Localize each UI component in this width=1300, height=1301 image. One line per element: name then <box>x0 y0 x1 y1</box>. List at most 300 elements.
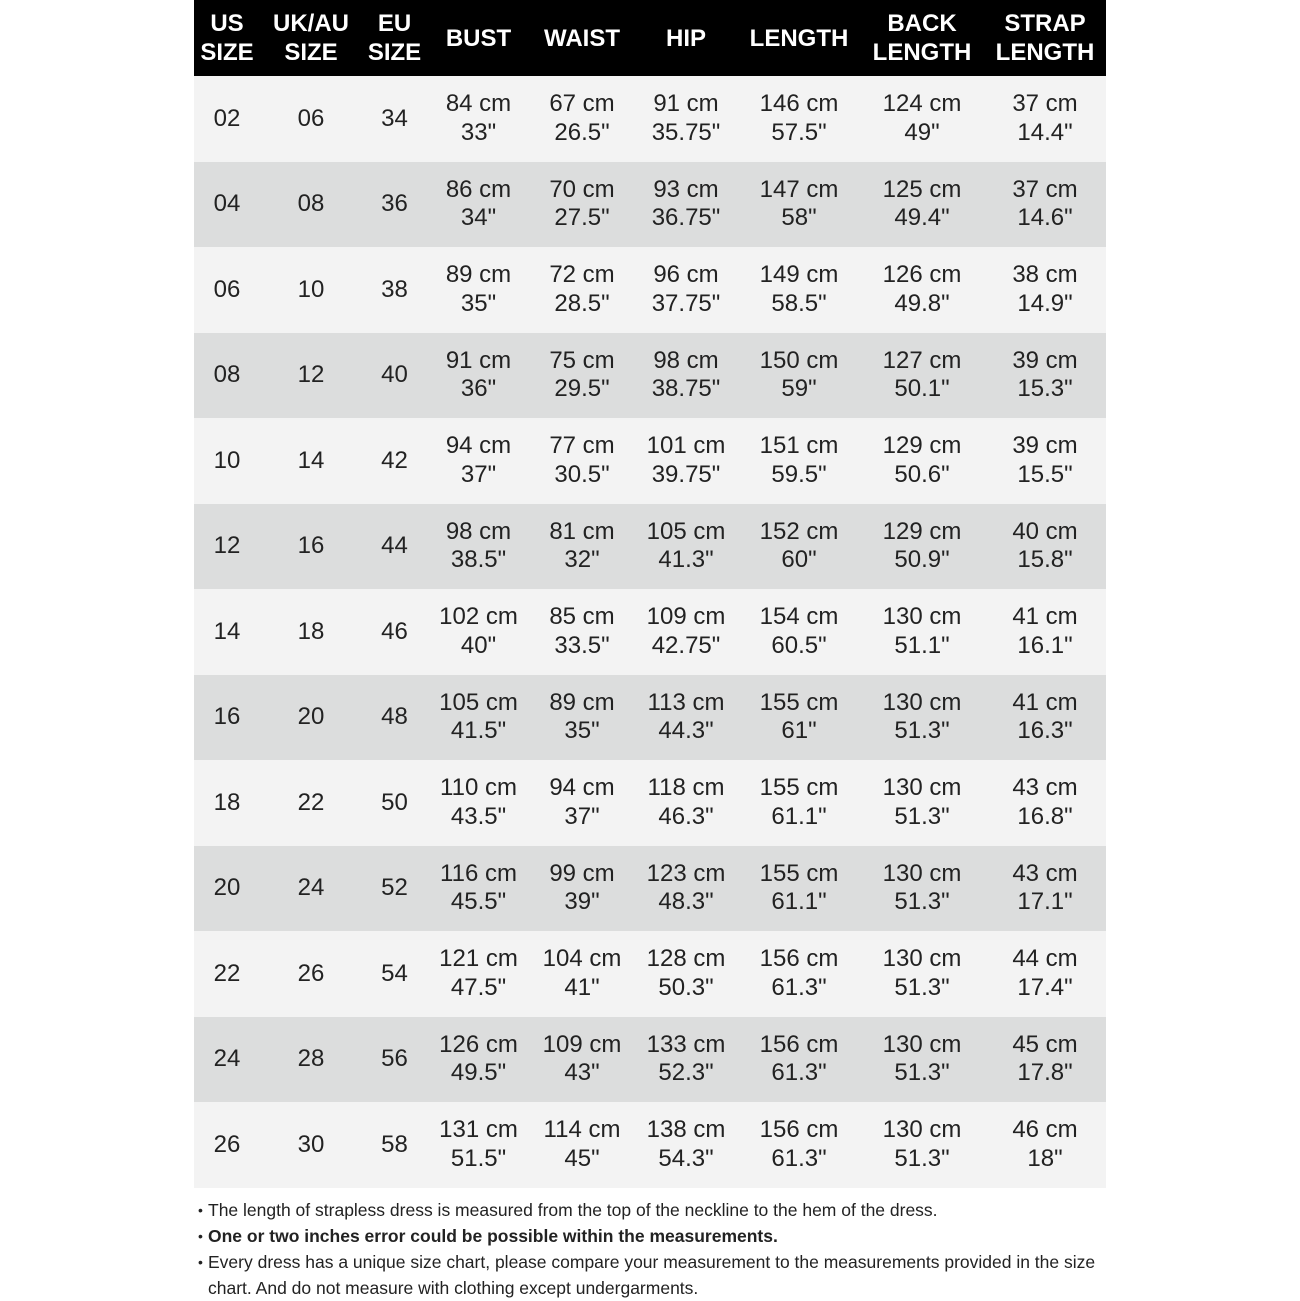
cell-bust <box>427 1102 530 1188</box>
note-text: One or two inches error could be possible within the measurements. <box>208 1226 778 1246</box>
value-cm: 152 cm <box>759 517 839 545</box>
value-cm: 43 cm <box>1012 859 1078 887</box>
value-cm: 130 cm <box>882 859 962 887</box>
value-inch: 44.3" <box>658 717 714 745</box>
header-bust: BUST <box>445 24 512 52</box>
value-inch: 39.75" <box>651 460 721 488</box>
value-inch: 45.5" <box>450 888 507 916</box>
value-inch: 37" <box>460 460 497 488</box>
cell-hip <box>634 589 738 675</box>
cell-hip <box>634 418 738 504</box>
cell-length <box>738 76 860 162</box>
value-inch: 35" <box>460 289 497 317</box>
bullet-icon: • <box>198 1228 203 1244</box>
cell-uk-au-size: 28 <box>297 1045 325 1072</box>
cell-waist <box>530 931 634 1017</box>
value-cm: 45 cm <box>1012 1030 1078 1058</box>
value-inch: 17.8" <box>1017 1059 1073 1087</box>
table-row <box>194 333 1106 419</box>
value-inch: 32" <box>564 546 600 574</box>
value-inch: 61.1" <box>771 802 827 830</box>
value-inch: 15.5" <box>1017 460 1073 488</box>
value-cm: 98 cm <box>653 346 719 374</box>
value-inch: 61.3" <box>771 973 827 1001</box>
cell-bust <box>427 589 530 675</box>
cell-eu-size: 40 <box>381 361 408 388</box>
value-cm: 105 cm <box>646 517 726 545</box>
cell-bust <box>427 846 530 932</box>
value-inch: 52.3" <box>658 1059 714 1087</box>
cell-strap-length <box>984 760 1106 846</box>
cell-eu-size: 54 <box>381 959 408 987</box>
cell-length <box>738 1102 860 1188</box>
header-back-length: BACK LENGTH <box>872 10 972 66</box>
value-cm: 41 cm <box>1012 603 1078 631</box>
value-cm: 94 cm <box>445 432 512 460</box>
value-inch: 49.8" <box>894 289 950 317</box>
cell-strap-length <box>984 333 1106 419</box>
cell-back-length <box>860 846 984 932</box>
value-inch: 37.75" <box>651 289 721 317</box>
header-us-size: US SIZE <box>200 10 254 66</box>
cell-length <box>738 162 860 248</box>
cell-uk-au-size: 16 <box>297 532 325 559</box>
note-item <box>198 1197 1098 1223</box>
cell-back-length <box>860 675 984 761</box>
table-row <box>194 247 1106 333</box>
value-inch: 17.1" <box>1017 888 1073 916</box>
cell-bust <box>427 931 530 1017</box>
value-cm: 41 cm <box>1012 688 1078 716</box>
value-inch: 49.4" <box>894 204 950 232</box>
table-row <box>194 162 1106 248</box>
cell-hip <box>634 675 738 761</box>
value-inch: 15.8" <box>1017 546 1073 574</box>
cell-waist <box>530 760 634 846</box>
value-inch: 27.5" <box>554 204 610 232</box>
cell-back-length <box>860 1017 984 1103</box>
cell-hip <box>634 846 738 932</box>
value-inch: 60" <box>781 546 817 574</box>
table-row <box>194 504 1106 590</box>
value-cm: 85 cm <box>549 603 615 631</box>
value-cm: 91 cm <box>445 346 512 374</box>
cell-strap-length <box>984 846 1106 932</box>
cell-strap-length <box>984 675 1106 761</box>
table-row <box>194 1017 1106 1103</box>
value-inch: 58" <box>781 204 817 232</box>
cell-bust <box>427 504 530 590</box>
value-cm: 84 cm <box>445 90 512 118</box>
value-cm: 38 cm <box>1012 261 1078 289</box>
value-inch: 35" <box>564 717 600 745</box>
cell-hip <box>634 162 738 248</box>
value-cm: 156 cm <box>759 1116 839 1144</box>
value-inch: 34" <box>460 204 497 232</box>
value-inch: 54.3" <box>658 1144 714 1172</box>
value-cm: 150 cm <box>759 346 839 374</box>
value-inch: 51.3" <box>894 1144 950 1172</box>
value-cm: 130 cm <box>882 603 962 631</box>
value-inch: 41.3" <box>658 546 714 574</box>
cell-waist <box>530 162 634 248</box>
cell-back-length <box>860 504 984 590</box>
value-cm: 89 cm <box>445 261 512 289</box>
cell-back-length <box>860 333 984 419</box>
value-cm: 129 cm <box>882 517 962 545</box>
cell-uk-au-size: 30 <box>297 1130 325 1158</box>
bullet-icon: • <box>198 1202 203 1218</box>
cell-strap-length <box>984 931 1106 1017</box>
value-cm: 93 cm <box>653 175 719 203</box>
cell-strap-length <box>984 504 1106 590</box>
value-inch: 46.3" <box>658 802 714 830</box>
cell-waist <box>530 846 634 932</box>
cell-uk-au-size: 24 <box>297 874 325 901</box>
value-inch: 26.5" <box>554 118 610 146</box>
value-inch: 61.1" <box>771 888 827 916</box>
value-cm: 116 cm <box>440 859 517 887</box>
cell-waist <box>530 1102 634 1188</box>
cell-back-length <box>860 589 984 675</box>
value-inch: 50.3" <box>658 973 714 1001</box>
table-row <box>194 846 1106 932</box>
value-cm: 126 cm <box>439 1030 518 1058</box>
note-text: Every dress has a unique size chart, please compare your measurement to the measurements provided in the size chart. And do not measure with clothing except undergarments. <box>208 1252 1096 1298</box>
value-inch: 28.5" <box>554 289 610 317</box>
header-hip: HIP <box>665 24 706 52</box>
value-inch: 41" <box>564 973 600 1001</box>
value-inch: 14.4" <box>1017 118 1073 146</box>
note-text: The length of strapless dress is measured from the top of the neckline to the hem of the dress. <box>208 1200 938 1220</box>
cell-eu-size: 46 <box>381 617 408 645</box>
value-cm: 113 cm <box>647 688 725 716</box>
bullet-icon: • <box>198 1254 203 1270</box>
cell-hip <box>634 333 738 419</box>
value-cm: 126 cm <box>882 261 962 289</box>
cell-us-size: 26 <box>213 1130 241 1158</box>
cell-waist <box>530 76 634 162</box>
value-inch: 43.5" <box>450 802 507 830</box>
value-cm: 130 cm <box>882 774 962 802</box>
value-inch: 43" <box>564 1059 600 1087</box>
value-inch: 49.5" <box>450 1059 507 1087</box>
table-row <box>194 1102 1106 1188</box>
value-inch: 59" <box>781 375 817 403</box>
value-inch: 51.3" <box>894 973 950 1001</box>
value-inch: 47.5" <box>450 973 507 1001</box>
value-cm: 147 cm <box>759 175 839 203</box>
cell-uk-au-size: 26 <box>297 959 325 987</box>
value-cm: 130 cm <box>882 945 962 973</box>
cell-us-size: 04 <box>213 190 241 217</box>
value-cm: 70 cm <box>549 175 615 203</box>
value-cm: 123 cm <box>646 859 726 887</box>
value-inch: 16.8" <box>1017 802 1073 830</box>
value-cm: 114 cm <box>543 1116 621 1144</box>
cell-eu-size: 50 <box>381 788 408 816</box>
value-inch: 18" <box>1027 1144 1063 1172</box>
value-cm: 104 cm <box>542 945 622 973</box>
value-cm: 99 cm <box>549 859 615 887</box>
cell-back-length <box>860 76 984 162</box>
cell-us-size: 10 <box>213 446 241 474</box>
cell-length <box>738 760 860 846</box>
cell-uk-au-size: 14 <box>297 446 325 474</box>
cell-uk-au-size: 22 <box>297 788 325 816</box>
header-length: LENGTH <box>749 24 849 52</box>
cell-bust <box>427 418 530 504</box>
value-cm: 46 cm <box>1012 1116 1078 1144</box>
value-cm: 40 cm <box>1012 517 1078 545</box>
cell-us-size: 22 <box>213 959 241 987</box>
header-strap-length: STRAP LENGTH <box>995 10 1095 66</box>
value-inch: 29.5" <box>554 375 610 403</box>
value-cm: 133 cm <box>646 1030 726 1058</box>
cell-us-size: 02 <box>213 104 241 132</box>
value-cm: 155 cm <box>759 688 839 716</box>
table-row <box>194 418 1106 504</box>
value-inch: 49" <box>904 118 940 146</box>
cell-eu-size: 42 <box>381 446 408 474</box>
value-cm: 130 cm <box>882 1116 962 1144</box>
cell-eu-size: 34 <box>381 104 408 132</box>
value-cm: 96 cm <box>653 261 719 289</box>
cell-eu-size: 48 <box>381 703 408 730</box>
cell-length <box>738 1017 860 1103</box>
cell-us-size: 14 <box>213 617 241 645</box>
cell-us-size: 18 <box>213 788 241 816</box>
value-inch: 16.1" <box>1017 631 1073 659</box>
value-cm: 130 cm <box>882 1030 962 1058</box>
value-inch: 36.75" <box>651 204 721 232</box>
cell-strap-length <box>984 1017 1106 1103</box>
cell-length <box>738 675 860 761</box>
value-cm: 39 cm <box>1012 432 1078 460</box>
note-item <box>198 1223 1098 1249</box>
value-inch: 33" <box>460 118 497 146</box>
value-inch: 48.3" <box>658 888 714 916</box>
value-cm: 89 cm <box>549 688 615 716</box>
value-inch: 45" <box>564 1144 600 1172</box>
value-cm: 125 cm <box>882 175 962 203</box>
value-inch: 51.3" <box>894 888 950 916</box>
cell-waist <box>530 675 634 761</box>
value-inch: 57.5" <box>771 118 827 146</box>
value-cm: 39 cm <box>1012 346 1078 374</box>
cell-us-size: 24 <box>213 1045 241 1072</box>
cell-length <box>738 418 860 504</box>
value-inch: 42.75" <box>651 631 721 659</box>
value-cm: 129 cm <box>882 432 962 460</box>
table-row <box>194 760 1106 846</box>
header-uk-au-size: UK/AU SIZE <box>273 10 349 66</box>
value-cm: 75 cm <box>549 346 615 374</box>
cell-length <box>738 846 860 932</box>
cell-length <box>738 333 860 419</box>
value-inch: 50.9" <box>894 546 950 574</box>
cell-back-length <box>860 162 984 248</box>
cell-uk-au-size: 20 <box>297 703 325 730</box>
value-inch: 51.5" <box>450 1144 507 1172</box>
value-cm: 118 cm <box>647 774 725 802</box>
cell-length <box>738 504 860 590</box>
value-cm: 124 cm <box>882 90 962 118</box>
table-row <box>194 675 1106 761</box>
value-inch: 14.6" <box>1017 204 1073 232</box>
cell-us-size: 08 <box>213 361 241 388</box>
value-cm: 110 cm <box>440 774 517 802</box>
value-cm: 37 cm <box>1012 175 1078 203</box>
value-cm: 44 cm <box>1012 945 1078 973</box>
cell-eu-size: 56 <box>381 1045 408 1072</box>
value-cm: 105 cm <box>439 688 518 716</box>
cell-hip <box>634 247 738 333</box>
cell-waist <box>530 247 634 333</box>
cell-hip <box>634 1017 738 1103</box>
value-cm: 72 cm <box>549 261 615 289</box>
value-inch: 33.5" <box>554 631 610 659</box>
cell-strap-length <box>984 418 1106 504</box>
cell-hip <box>634 760 738 846</box>
cell-eu-size: 38 <box>381 275 408 303</box>
value-cm: 43 cm <box>1012 774 1078 802</box>
value-inch: 51.3" <box>894 717 950 745</box>
value-inch: 51.3" <box>894 1059 950 1087</box>
value-cm: 131 cm <box>439 1116 518 1144</box>
table-row <box>194 76 1106 162</box>
value-cm: 149 cm <box>759 261 839 289</box>
cell-waist <box>530 504 634 590</box>
value-cm: 37 cm <box>1012 90 1078 118</box>
value-inch: 41.5" <box>450 717 507 745</box>
cell-back-length <box>860 418 984 504</box>
value-cm: 109 cm <box>646 603 726 631</box>
value-cm: 94 cm <box>549 774 615 802</box>
value-cm: 155 cm <box>759 859 839 887</box>
cell-us-size: 06 <box>213 275 241 303</box>
cell-strap-length <box>984 76 1106 162</box>
cell-eu-size: 58 <box>381 1130 408 1158</box>
value-cm: 156 cm <box>759 945 839 973</box>
cell-bust <box>427 1017 530 1103</box>
cell-eu-size: 44 <box>381 532 408 559</box>
table-row <box>194 589 1106 675</box>
cell-hip <box>634 504 738 590</box>
value-inch: 51.3" <box>894 802 950 830</box>
value-inch: 15.3" <box>1017 375 1073 403</box>
cell-hip <box>634 76 738 162</box>
value-cm: 155 cm <box>759 774 839 802</box>
value-inch: 61.3" <box>771 1059 827 1087</box>
cell-bust <box>427 76 530 162</box>
cell-uk-au-size: 12 <box>297 361 325 388</box>
cell-strap-length <box>984 1102 1106 1188</box>
value-inch: 16.3" <box>1017 717 1073 745</box>
value-inch: 38.75" <box>651 375 721 403</box>
cell-hip <box>634 931 738 1017</box>
value-inch: 17.4" <box>1017 973 1073 1001</box>
value-cm: 121 cm <box>439 945 518 973</box>
cell-uk-au-size: 18 <box>297 617 325 645</box>
value-cm: 91 cm <box>653 90 719 118</box>
cell-bust <box>427 333 530 419</box>
cell-back-length <box>860 1102 984 1188</box>
value-inch: 59.5" <box>771 460 827 488</box>
value-cm: 128 cm <box>646 945 726 973</box>
cell-us-size: 20 <box>213 874 241 901</box>
note-item <box>198 1249 1098 1301</box>
value-cm: 81 cm <box>549 517 615 545</box>
cell-waist <box>530 418 634 504</box>
value-cm: 77 cm <box>549 432 615 460</box>
table-body <box>194 76 1106 1188</box>
value-inch: 50.1" <box>894 375 950 403</box>
value-inch: 39" <box>564 888 600 916</box>
cell-uk-au-size: 08 <box>297 190 325 217</box>
value-cm: 109 cm <box>542 1030 622 1058</box>
value-inch: 50.6" <box>894 460 950 488</box>
value-inch: 37" <box>564 802 600 830</box>
size-chart-table <box>194 0 1106 1188</box>
value-inch: 35.75" <box>651 118 721 146</box>
header-waist: WAIST <box>544 24 620 52</box>
cell-strap-length <box>984 247 1106 333</box>
value-inch: 58.5" <box>771 289 827 317</box>
cell-bust <box>427 162 530 248</box>
cell-back-length <box>860 247 984 333</box>
value-cm: 130 cm <box>882 688 962 716</box>
cell-bust <box>427 675 530 761</box>
value-cm: 151 cm <box>759 432 839 460</box>
value-cm: 101 cm <box>646 432 726 460</box>
cell-strap-length <box>984 162 1106 248</box>
cell-length <box>738 589 860 675</box>
value-cm: 138 cm <box>646 1116 726 1144</box>
cell-length <box>738 247 860 333</box>
cell-waist <box>530 589 634 675</box>
value-cm: 86 cm <box>445 175 512 203</box>
table-row <box>194 931 1106 1017</box>
cell-hip <box>634 1102 738 1188</box>
value-inch: 40" <box>460 631 497 659</box>
value-inch: 60.5" <box>771 631 827 659</box>
cell-us-size: 12 <box>213 532 241 559</box>
cell-waist <box>530 1017 634 1103</box>
value-cm: 67 cm <box>549 90 615 118</box>
cell-uk-au-size: 06 <box>297 104 325 132</box>
cell-uk-au-size: 10 <box>297 275 325 303</box>
value-cm: 146 cm <box>759 90 839 118</box>
notes-list <box>198 1197 1098 1301</box>
cell-bust <box>427 760 530 846</box>
value-cm: 98 cm <box>445 517 512 545</box>
value-inch: 51.1" <box>894 631 950 659</box>
cell-eu-size: 36 <box>381 190 408 217</box>
cell-strap-length <box>984 589 1106 675</box>
cell-length <box>738 931 860 1017</box>
value-inch: 61" <box>781 717 817 745</box>
value-cm: 156 cm <box>759 1030 839 1058</box>
value-cm: 154 cm <box>759 603 839 631</box>
value-cm: 127 cm <box>882 346 962 374</box>
cell-waist <box>530 333 634 419</box>
value-inch: 14.9" <box>1017 289 1073 317</box>
cell-back-length <box>860 931 984 1017</box>
table-header <box>194 0 1106 76</box>
cell-eu-size: 52 <box>381 874 408 901</box>
value-cm: 102 cm <box>439 603 518 631</box>
